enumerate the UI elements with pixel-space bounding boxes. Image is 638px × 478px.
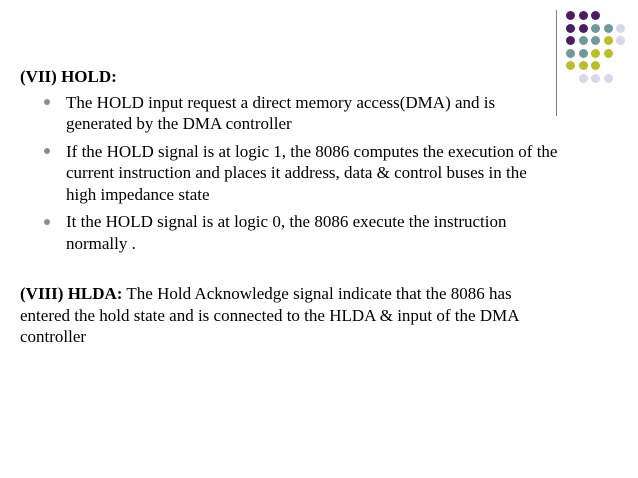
bullet-icon xyxy=(38,211,56,232)
bullet-icon xyxy=(38,141,56,162)
decorative-dot xyxy=(591,61,600,70)
decorative-dot xyxy=(579,49,588,58)
decorative-dot xyxy=(579,24,588,33)
hold-bullet-list xyxy=(20,92,560,255)
decorative-dot xyxy=(616,36,625,45)
hlda-label: (VIII) HLDA: xyxy=(20,284,123,303)
hlda-text: The Hold Acknowledge signal indicate that the 8086 has entered the hold state and is connected to the HLDA & input of the DMA controller xyxy=(20,284,519,346)
decorative-dot xyxy=(566,49,575,58)
decorative-dot xyxy=(604,24,613,33)
decorative-dot xyxy=(591,11,600,20)
slide-content xyxy=(20,66,560,348)
decorative-dot xyxy=(591,24,600,33)
decorative-dot xyxy=(566,24,575,33)
bullet-item-3 xyxy=(20,211,560,254)
decorative-dot xyxy=(579,11,588,20)
decorative-dot xyxy=(579,36,588,45)
decorative-dot xyxy=(566,61,575,70)
decorative-dot xyxy=(579,61,588,70)
decorative-dot xyxy=(566,36,575,45)
decorative-dot xyxy=(566,11,575,20)
bullet-item-2 xyxy=(20,141,560,206)
bullet-text-3: It the HOLD signal is at logic 0, the 8086 execute the instruction normally . xyxy=(66,212,507,253)
decorative-dot xyxy=(591,74,600,83)
bullet-text-1: The HOLD input request a direct memory access(DMA) and is generated by the DMA controller xyxy=(66,92,496,133)
decorative-dot xyxy=(616,24,625,33)
bullet-text-2: If the HOLD signal is at logic 1, the 8086 computes the execution of the current instruction and places it address, data & control buses in the high impedance state xyxy=(66,141,558,204)
decorative-dot-grid xyxy=(566,8,632,102)
hlda-paragraph xyxy=(20,283,540,348)
decorative-dot xyxy=(579,74,588,83)
bullet-icon xyxy=(38,92,56,113)
hold-heading: (VII) HOLD: xyxy=(20,67,117,86)
bullet-item-1 xyxy=(20,92,560,135)
decorative-dot xyxy=(604,49,613,58)
decorative-dot xyxy=(591,36,600,45)
decorative-dot xyxy=(604,36,613,45)
decorative-dot xyxy=(591,49,600,58)
decorative-dot xyxy=(604,74,613,83)
